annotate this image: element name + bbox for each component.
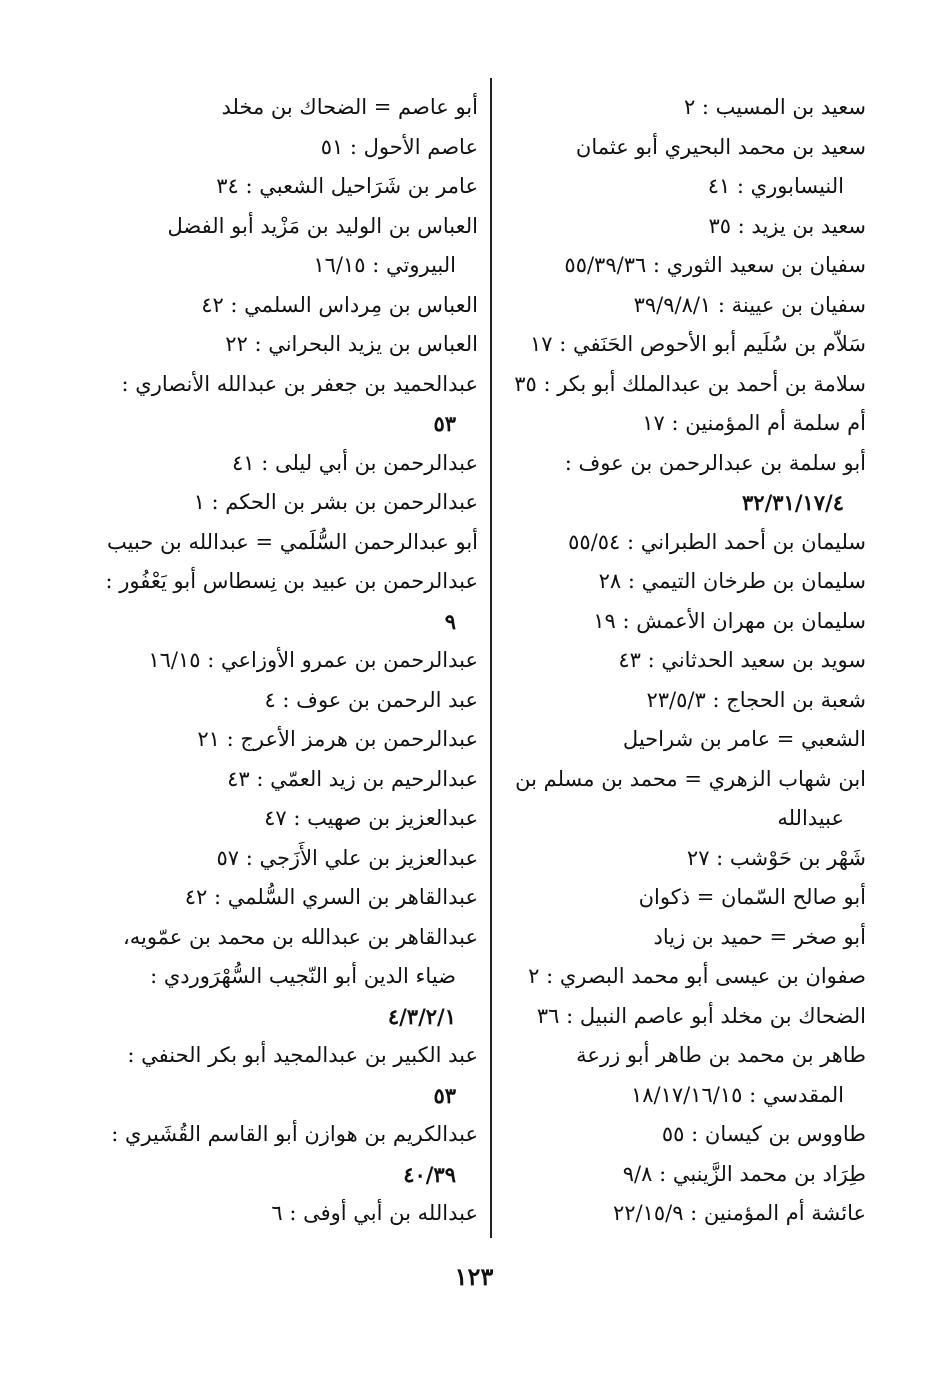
index-entry-continuation: ٥٣ [433,1082,456,1108]
index-entry: سعيد بن محمد البحيري أبو عثمان [575,134,866,159]
index-entry: عبدالقاهر بن السري السُّلمي : ٤٢ [184,885,478,909]
index-entry: عبدالقاهر بن عبدالله بن محمد بن عمّويه، [122,924,478,949]
index-entry: شعبة بن الحجاج : ٢٣/٥/٣ [646,687,866,712]
index-entry: عبدالرحمن بن عمرو الأوزاعي : ١٦/١٥ [148,648,478,672]
index-entry: عبدالرحيم بن زيد العمّي : ٤٣ [227,766,478,791]
index-entry-continuation: النيسابوري : ٤١ [707,174,844,198]
index-entry: أبو صخر = حميد بن زياد [653,924,866,949]
index-entry: سلامة بن أحمد بن عبدالملك أبو بكر : ٣٥ [514,371,866,396]
index-entry-continuation: ضياء الدين أبو النّجيب السُّهْرَوردي : [150,964,456,988]
index-entry: عائشة أم المؤمنين : ٢٢/١٥/٩ [612,1201,866,1225]
index-entry: عبدالرحمن بن عبيد بن نِسطاس أبو يَعْفُور : [105,569,478,593]
index-entry: أبو صالح السّمان = ذكوان [638,885,866,909]
index-column-right [466,88,866,1234]
index-entry-continuation: ٩ [444,608,456,634]
index-entry-continuation: عبيدالله [777,806,844,830]
index-entry: سفيان بن سعيد الثوري : ٥٥/٣٩/٣٦ [564,253,866,277]
index-entry: سعيد بن يزيد : ٣٥ [708,213,866,238]
index-entry: طاووس بن كيسان : ٥٥ [661,1122,866,1146]
index-entry: عبد الكبير بن عبدالمجيد أبو بكر الحنفي : [127,1043,478,1067]
index-entry-continuation: ٥٣ [433,411,456,436]
index-entry-continuation: المقدسي : ١٨/١٧/١٦/١٥ [630,1082,844,1107]
index-entry: سليمان بن طرخان التيمي : ٢٨ [598,569,866,593]
index-entry: عبدالكريم بن هوازن أبو القاسم القُشَيري : [111,1122,478,1146]
index-entry: عبدالرحمن بن أبي ليلى : ٤١ [231,450,478,475]
index-entry: سليمان بن أحمد الطبراني : ٥٥/٥٤ [568,529,866,554]
index-entry: عبدالرحمن بن بشر بن الحكم : ١ [193,490,478,514]
page-number: ١٢٣ [454,1262,494,1291]
index-entry: عبدالعزيز بن علي الأَزَجي : ٥٧ [216,845,478,870]
index-entry: طاهر بن محمد بن طاهر أبو زرعة [576,1043,866,1067]
index-entry: العباس بن مِرداس السلمي : ٤٢ [201,292,478,317]
index-entry: العباس بن يزيد البحراني : ٢٢ [225,332,478,356]
index-entry: صفوان بن عيسى أبو محمد البصري : ٢ [528,964,866,988]
index-entry: سفيان بن عيينة : ٣٩/٩/٨/١ [633,292,866,317]
index-entry: الشعبي = عامر بن شراحيل [622,727,866,751]
index-entry: سَلاّم بن سُلَيم أبو الأحوص الحَنَفي : ١٧ [530,332,866,356]
index-entry: أبو عبدالرحمن السُّلَمي = عبدالله بن حبيب [107,529,478,554]
index-entry: عبد الرحمن بن عوف : ٤ [264,687,478,712]
index-entry: طِرَاد بن محمد الزَّينبي : ٩/٨ [622,1161,866,1186]
index-entry: عبدالحميد بن جعفر بن عبدالله الأنصاري : [121,371,478,396]
index-entry: أبو عاصم = الضحاك بن مخلد [221,95,478,119]
index-entry: عبدالعزيز بن صهيب : ٤٧ [264,806,478,830]
index-entry: ابن شهاب الزهري = محمد بن مسلم بن [515,766,866,791]
index-entry: شَهْر بن حَوْشب : ٢٧ [686,845,866,870]
index-entry: عبدالله بن أبي أوفى : ٦ [271,1201,478,1225]
column-divider [490,78,492,1238]
index-entry-continuation: ٣٢/٣١/١٧/٤ [742,490,844,515]
index-entry: العباس بن الوليد بن مَزْيد أبو الفضل [167,213,478,238]
index-entry: سويد بن سعيد الحدثاني : ٤٣ [618,648,866,672]
index-entry: أم سلمة أم المؤمنين : ١٧ [642,411,866,435]
index-entry-continuation: البيروتي : ١٦/١٥ [313,253,456,277]
index-entry: عاصم الأحول : ٥١ [320,134,478,159]
index-entry: أبو سلمة بن عبدالرحمن بن عوف : [564,450,866,475]
index-entry: عامر بن شَرَاحيل الشعبي : ٣٤ [216,174,478,198]
index-entry-continuation: ٤/٣/٢/١ [387,1003,456,1029]
index-entry: سليمان بن مهران الأعمش : ١٩ [593,608,866,633]
index-entry: عبدالرحمن بن هرمز الأعرج : ٢١ [197,727,478,751]
index-entry: سعيد بن المسيب : ٢ [683,95,866,119]
index-column-left [68,88,478,1234]
index-entry: الضحاك بن مخلد أبو عاصم النبيل : ٣٦ [536,1003,866,1028]
index-entry-continuation: ٤٠/٣٩ [403,1161,456,1187]
